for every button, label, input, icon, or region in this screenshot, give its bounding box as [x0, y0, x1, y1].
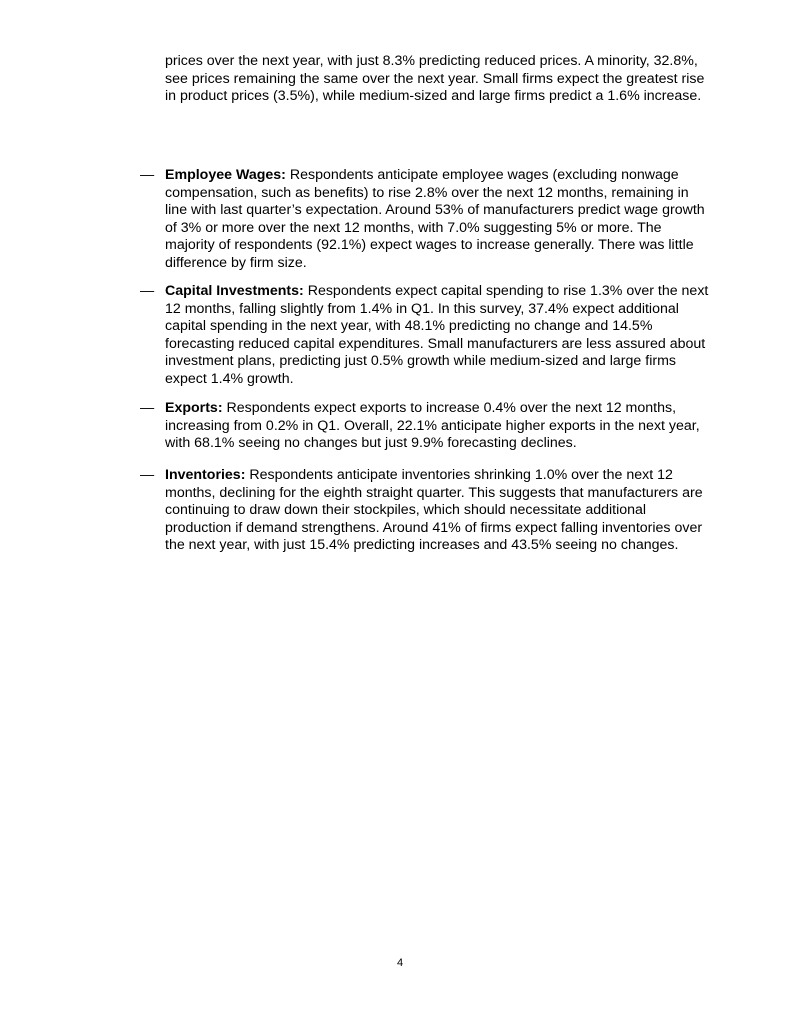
bullet-heading: Capital Investments: [165, 283, 304, 299]
bullet-capital-investments [140, 283, 710, 389]
bullet-body [165, 283, 710, 389]
bullet-text: Respondents anticipate inventories shrinking 1.0% over the next 12 months, declining for the eighth straight quarter. This suggests that manufacturers are continuing to draw down their stockpiles, which should necessitate additional production if demand strengthens. Around 41% of firms expect falling inventories over the next year, with just 15.4% predicting increases and 43.5% seeing no changes. [165, 467, 703, 554]
bullet-text: Respondents expect exports to increase 0.4% over the next 12 months, increasing from 0.2% in Q1. Overall, 22.1% anticipate higher exports in the next year, with 68.1% seeing no changes but just 9.9% forecasting declines. [165, 400, 700, 452]
bullet-body [165, 467, 710, 555]
bullet-inventories [140, 467, 710, 555]
bullet-text: Respondents anticipate employee wages (excluding nonwage compensation, such as benefits) to rise 2.8% over the next 12 months, remaining in line with last quarter’s expectation. Around 53% of manufacturers predict wage growth of 3% or more over the next 12 months, with 7.0% suggesting 5% or more. The majority of respondents (92.1%) expect wages to increase generally. There was little difference by firm size. [165, 167, 705, 271]
bullet-heading: Employee Wages: [165, 167, 286, 183]
bullet-exports [140, 400, 710, 453]
bullet-heading: Inventories: [165, 467, 246, 483]
bullet-dash: — [140, 400, 155, 416]
continuation-paragraph: prices over the next year, with just 8.3% predicting reduced prices. A minority, 32.8%, see prices remaining the same over the next year. Small firms expect the greatest rise in product prices (3.5%), while medium-sized and large firms predict a 1.6% increase. [165, 53, 705, 105]
bullet-dash: — [140, 283, 155, 299]
bullet-dash: — [140, 167, 155, 183]
bullet-body [165, 400, 710, 453]
bullet-dash: — [140, 467, 155, 483]
bullet-heading: Exports: [165, 400, 223, 416]
bullet-body [165, 167, 710, 273]
bullet-employee-wages [140, 167, 710, 273]
bullet-text: Respondents expect capital spending to rise 1.3% over the next 12 months, falling slightly from 1.4% in Q1. In this survey, 37.4% expect additional capital spending in the next year, with 48.1% predicting no change and 14.5% forecasting reduced capital expenditures. Small manufacturers are less assured about investment plans, predicting just 0.5% growth while medium-sized and large firms expect 1.4% growth. [165, 283, 709, 387]
page-number: 4 [396, 957, 404, 969]
